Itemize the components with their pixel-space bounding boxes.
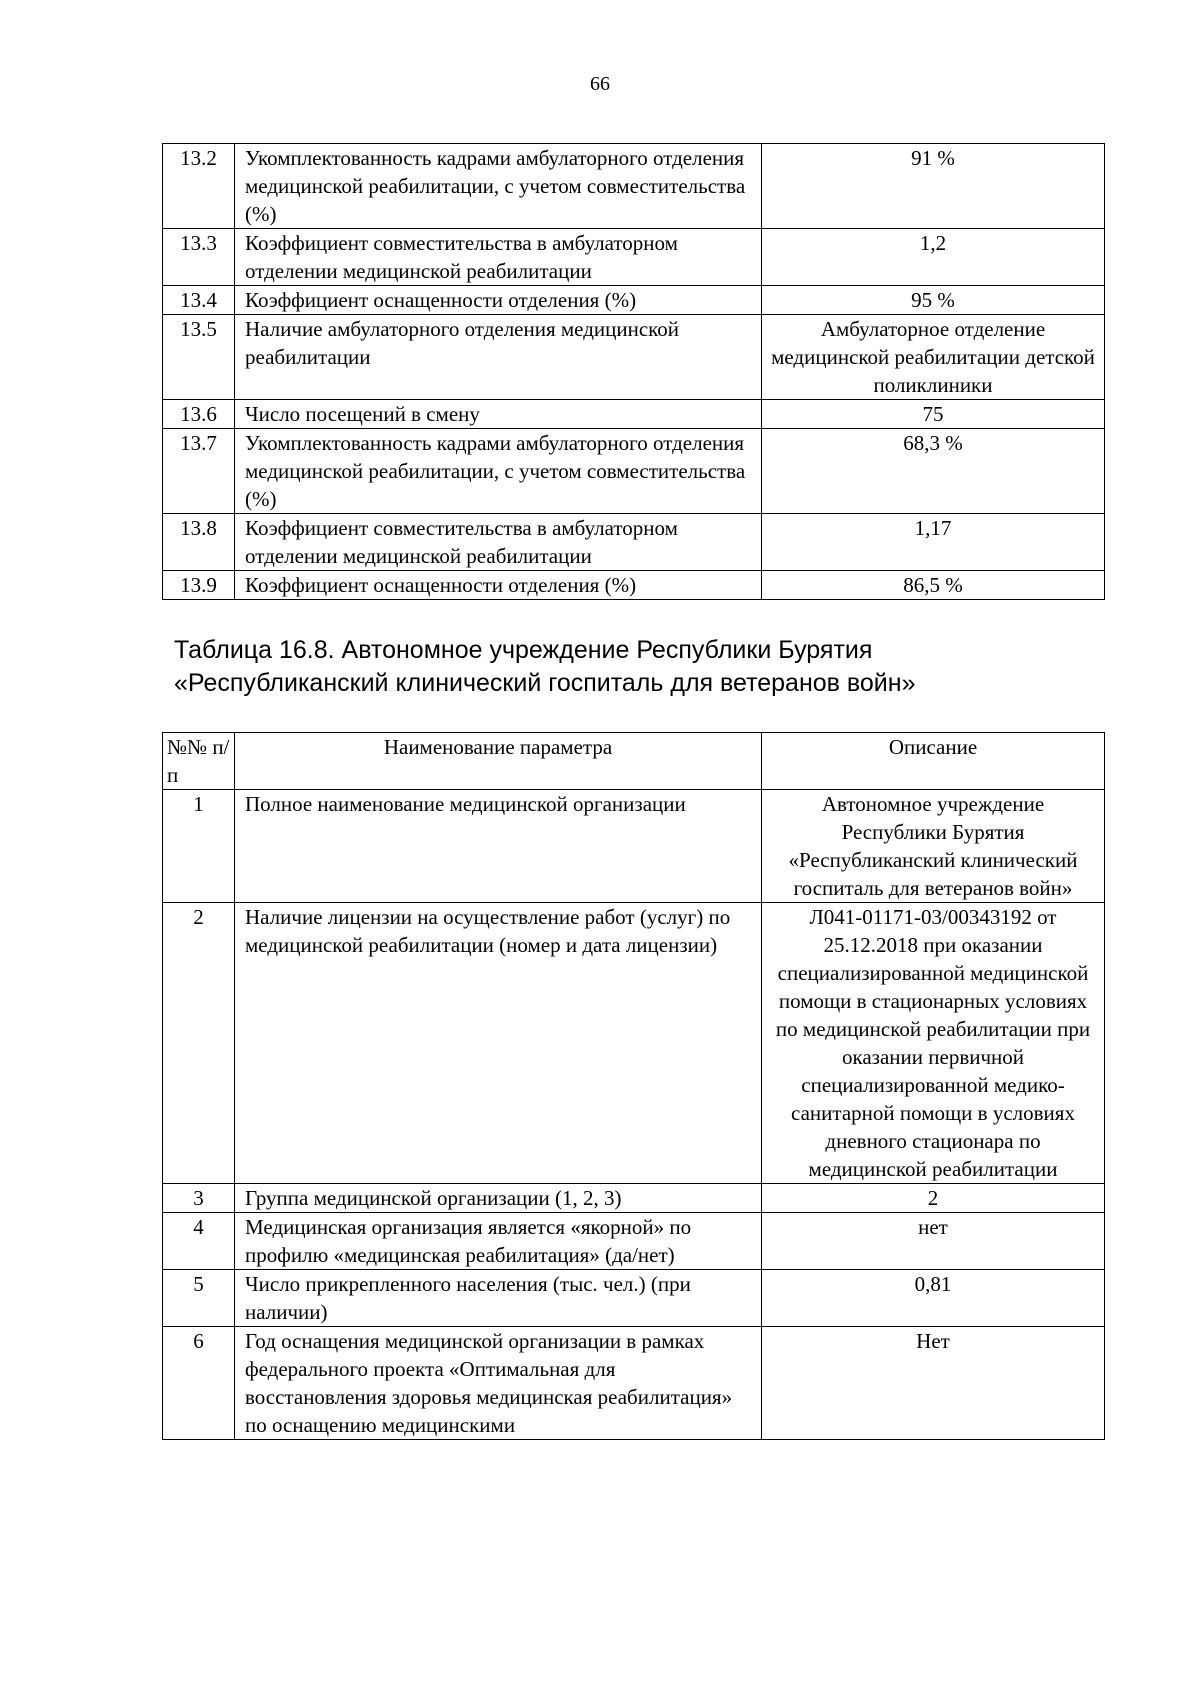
parameter-name: Укомплектованность кадрами амбулаторного отделения медицинской реабилитации, с учетом совместительства (%): [235, 429, 762, 514]
parameter-value: нет: [762, 1213, 1105, 1270]
table-row: [163, 790, 1105, 903]
table-row: [163, 144, 1105, 229]
parameter-name: Коэффициент совместительства в амбулаторном отделении медицинской реабилитации: [235, 514, 762, 571]
parameter-name: Число прикрепленного населения (тыс. чел.) (при наличии): [235, 1270, 762, 1327]
table-header-row: [163, 733, 1105, 790]
table-row: [163, 1184, 1105, 1213]
table-caption-line-1: Таблица 16.8. Автономное учреждение Республики Бурятия: [174, 636, 873, 664]
row-number: 1: [163, 790, 235, 903]
row-number: 13.5: [163, 315, 235, 400]
parameter-name: Коэффициент совместительства в амбулаторном отделении медицинской реабилитации: [235, 229, 762, 286]
row-number: 13.9: [163, 571, 235, 600]
table-row: [163, 903, 1105, 1184]
page-number: 66: [590, 73, 610, 95]
parameter-name: Медицинская организация является «якорной» по профилю «медицинская реабилитация» (да/нет): [235, 1213, 762, 1270]
row-number: 13.8: [163, 514, 235, 571]
table-row: [163, 286, 1105, 315]
table-row: [163, 229, 1105, 286]
parameter-value: Л041-01171-03/00343192 от 25.12.2018 при оказании специализированной медицинской помощи в стационарных условиях по медицинской реабилитации при оказании первичной специализированной медико-санитарной помощи в условиях дневного стационара по медицинской реабилитации: [762, 903, 1105, 1184]
parameter-name: Год оснащения медицинской организации в рамках федерального проекта «Оптимальная для восстановления здоровья медицинская реабилитация» по оснащению медицинскими: [235, 1327, 762, 1440]
row-number: 13.4: [163, 286, 235, 315]
table-row: [163, 514, 1105, 571]
parameter-name: Число посещений в смену: [235, 400, 762, 429]
parameter-value: Автономное учреждение Республики Бурятия «Республиканский клинический госпиталь для ветеранов войн»: [762, 790, 1105, 903]
parameter-value: 75: [762, 400, 1105, 429]
parameter-value: 0,81: [762, 1270, 1105, 1327]
row-number: 13.2: [163, 144, 235, 229]
parameters-table-continued: [162, 143, 1105, 600]
row-number: 13.3: [163, 229, 235, 286]
row-number: 2: [163, 903, 235, 1184]
parameter-value: Нет: [762, 1327, 1105, 1440]
table-row: [163, 400, 1105, 429]
table-row: [163, 429, 1105, 514]
parameter-name: Коэффициент оснащенности отделения (%): [235, 571, 762, 600]
parameters-table: [162, 732, 1105, 1440]
row-number: 13.6: [163, 400, 235, 429]
parameter-value: 91 %: [762, 144, 1105, 229]
table-caption: [174, 634, 1104, 700]
column-header-number: №№ п/п: [163, 733, 235, 790]
parameter-name: Наличие амбулаторного отделения медицинской реабилитации: [235, 315, 762, 400]
parameter-name: Коэффициент оснащенности отделения (%): [235, 286, 762, 315]
row-number: 6: [163, 1327, 235, 1440]
column-header-parameter: Наименование параметра: [235, 733, 762, 790]
parameter-value: 2: [762, 1184, 1105, 1213]
row-number: 5: [163, 1270, 235, 1327]
parameter-value: 86,5 %: [762, 571, 1105, 600]
parameter-value: 68,3 %: [762, 429, 1105, 514]
parameter-value: 1,17: [762, 514, 1105, 571]
table-row: [163, 1270, 1105, 1327]
parameter-value: Амбулаторное отделение медицинской реабилитации детской поликлиники: [762, 315, 1105, 400]
parameter-value: 1,2: [762, 229, 1105, 286]
row-number: 13.7: [163, 429, 235, 514]
parameter-name: Полное наименование медицинской организации: [235, 790, 762, 903]
table-row: [163, 571, 1105, 600]
table-row: [163, 1213, 1105, 1270]
parameter-name: Наличие лицензии на осуществление работ (услуг) по медицинской реабилитации (номер и дата лицензии): [235, 903, 762, 1184]
column-header-description: Описание: [762, 733, 1105, 790]
row-number: 4: [163, 1213, 235, 1270]
parameter-name: Укомплектованность кадрами амбулаторного отделения медицинской реабилитации, с учетом совместительства (%): [235, 144, 762, 229]
table-row: [163, 1327, 1105, 1440]
table-row: [163, 315, 1105, 400]
table-caption-line-2: «Республиканский клинический госпиталь для ветеранов войн»: [174, 669, 916, 697]
parameter-name: Группа медицинской организации (1, 2, 3): [235, 1184, 762, 1213]
row-number: 3: [163, 1184, 235, 1213]
parameter-value: 95 %: [762, 286, 1105, 315]
